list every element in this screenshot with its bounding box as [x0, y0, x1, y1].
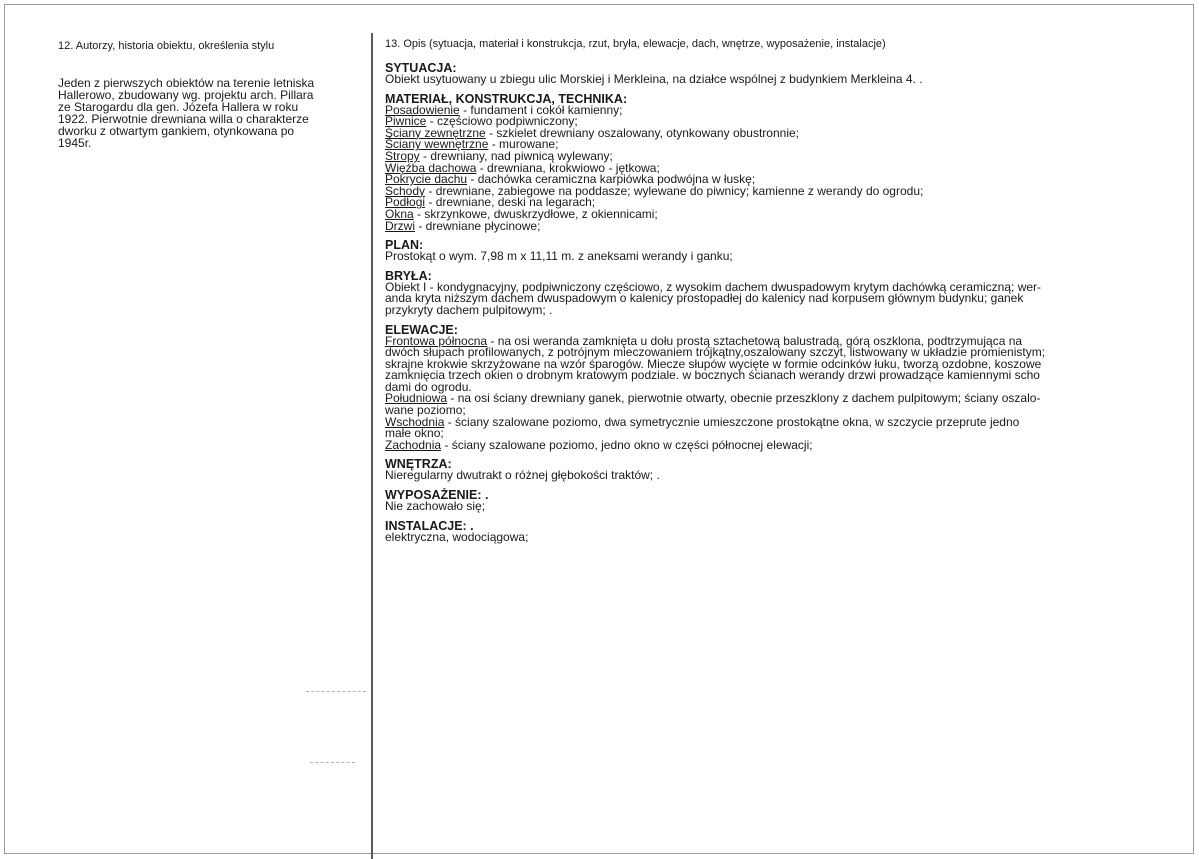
elevation-term: Frontowa północna	[385, 333, 488, 348]
section-line: Nieregularny dwutrakt o różnej głębokości traktów; .	[385, 468, 660, 483]
section-line: Nie zachowało się;	[385, 499, 486, 514]
scan-mark	[310, 762, 355, 764]
elevation-line	[385, 393, 1185, 405]
section-sytuacja	[385, 63, 1185, 86]
history-line: 1922. Pierwotnie drewniana willa o charakterze	[58, 112, 309, 126]
elevation-line: skrajne krokwie skrzyżowane na wzór śparogów. Miecze słupów wycięte w formie odcinków łuku, tworzą ozdobne, koszowe	[385, 356, 1042, 371]
section-title: WNĘTRZA:	[385, 457, 452, 472]
history-line: ze Starogardu dla gen. Józefa Hallera w roku	[58, 100, 299, 114]
section-title: BRYŁA:	[385, 268, 432, 283]
item-term: Pokrycie dachu	[385, 172, 468, 187]
section-title: INSTALACJE: .	[385, 518, 474, 533]
elevation-line: zamknięcia trzech okien o drobnym kratowym podziale. w bocznych ścianach werandy drzwi prowadzące kamiennymi scho	[385, 368, 1040, 383]
elevation-line: małe okno;	[385, 426, 444, 441]
section-line: anda kryta niższym dachem dwuspadowym o kalenicy prostopadłej do kalenicy nad korpusem głównym budynku; ganek	[385, 291, 1024, 306]
section-title: PLAN:	[385, 238, 424, 253]
elevation-line: dami do ogrodu.	[385, 379, 472, 394]
elevation-term: Południowa	[385, 391, 448, 406]
section-line: elektryczna, wodociągowa;	[385, 529, 529, 544]
history-line: dworku z otwartym gankiem, otynkowana po	[58, 124, 295, 138]
section-line: przykryty dachem pulpitowym; .	[385, 302, 553, 317]
section-title: MATERIAŁ, KONSTRUKCJA, TECHNIKA:	[385, 91, 628, 106]
item-text: - częściowo podpiwniczony;	[426, 114, 578, 129]
history-line: Hallerowo, zbudowany wg. projektu arch. Pillara	[58, 88, 314, 102]
section-elewacje	[385, 322, 1185, 452]
elevation-line: dwóch słupach profilowanych, z potrójnym mieczowaniem trójkątny,oszalowany szczyt, listwowany w układzie promienistym;	[385, 345, 1046, 360]
scan-mark	[306, 691, 366, 693]
section-plan	[385, 240, 1185, 263]
section-title: ELEWACJE:	[385, 322, 458, 337]
item-text: - murowane;	[488, 137, 559, 152]
elevation-line: wane poziomo;	[385, 403, 466, 418]
field-13-heading: 13. Opis (sytuacja, materiał i konstrukcja, rzut, bryła, elewacje, dach, wnętrze, wyposażenie, instalacje)	[385, 38, 886, 50]
item-term: Ściany wewnętrzne	[385, 137, 489, 152]
section-wnetrza	[385, 459, 1185, 482]
section-line: Obiekt usytuowany u zbiegu ulic Morskiej i Merkleina, na działce wspólnej z budynkiem Merkleina 4. .	[385, 72, 923, 86]
item-term: Ściany zewnętrzne	[385, 125, 486, 140]
item-term: Więźba dachowa	[385, 160, 477, 175]
right-column	[385, 38, 1185, 543]
section-bryla	[385, 268, 1185, 317]
item-text: - drewniane płycinowe;	[415, 218, 541, 233]
material-item	[385, 218, 1185, 233]
section-instalacje	[385, 518, 1185, 544]
elevation-term: Zachodnia	[385, 437, 442, 452]
history-line: 1945r.	[58, 136, 92, 150]
item-text: - drewniane, zabiegowe na poddasze; wylewane do piwnicy; kamienne z werandy do ogrodu;	[425, 183, 924, 198]
elevation-text: - na osi ściany drewniany ganek, pierwotnie otwarty, obecnie przeszklony z dachem pulpitowym; ściany oszalo-	[447, 391, 1041, 406]
item-term: Schody	[385, 183, 426, 198]
history-line: Jeden z pierwszych obiektów na terenie letniska	[58, 76, 315, 90]
field-12-heading: 12. Autorzy, historia obiektu, określenia stylu	[58, 40, 275, 52]
elevation-term: Wschodnia	[385, 414, 445, 429]
item-text: - drewniany, nad piwnicą wylewany;	[419, 148, 613, 163]
item-text: - drewniane, deski na legarach;	[425, 195, 596, 210]
item-term: Drzwi	[385, 218, 415, 233]
history-text	[58, 77, 333, 149]
item-term: Piwnice	[385, 114, 427, 129]
elevation-line	[385, 414, 1185, 429]
elevation-text: - ściany szalowane poziomo, jedno okno w części północnej elewacji;	[441, 437, 813, 452]
item-term: Posadowienie	[385, 102, 460, 117]
section-material	[385, 91, 1185, 233]
item-text: - szkielet drewniany oszalowany, otynkowany obustronnie;	[485, 125, 799, 140]
item-text: - skrzynkowe, dwuskrzydłowe, z okiennicami;	[413, 206, 658, 221]
item-term: Okna	[385, 206, 414, 221]
item-text: - dachówka ceramiczna karpiówka podwójna w łuskę;	[467, 172, 756, 187]
item-term: Podłogi	[385, 195, 426, 210]
column-divider	[371, 33, 373, 859]
section-wyposazenie	[385, 490, 1185, 513]
elevation-text: - ściany szalowane poziomo, dwa symetrycznie umieszczone prostokątne okna, w szczycie przeprute jedno	[444, 414, 1020, 429]
elevation-line	[385, 437, 1185, 452]
left-column	[58, 40, 368, 149]
section-line: Prostokąt o wym. 7,98 m x 11,11 m. z aneksami werandy i ganku;	[385, 249, 733, 264]
section-line: Obiekt I - kondygnacyjny, podpiwniczony częściowo, z wysokim dachem dwuspadowym krytym dachówką ceramiczną; wer-	[385, 279, 1042, 294]
item-term: Stropy	[385, 148, 420, 163]
section-title: SYTUACJA:	[385, 61, 457, 75]
elevation-text: - na osi weranda zamknięta u dołu prostą sztachetową balustradą, górą oszklona, podtrzymująca na	[487, 333, 1023, 348]
section-title: WYPOSAŻENIE: .	[385, 488, 489, 503]
item-text: - fundament i cokół kamienny;	[459, 102, 623, 117]
item-text: - drewniana, krokwiowo - jętkowa;	[476, 160, 660, 175]
